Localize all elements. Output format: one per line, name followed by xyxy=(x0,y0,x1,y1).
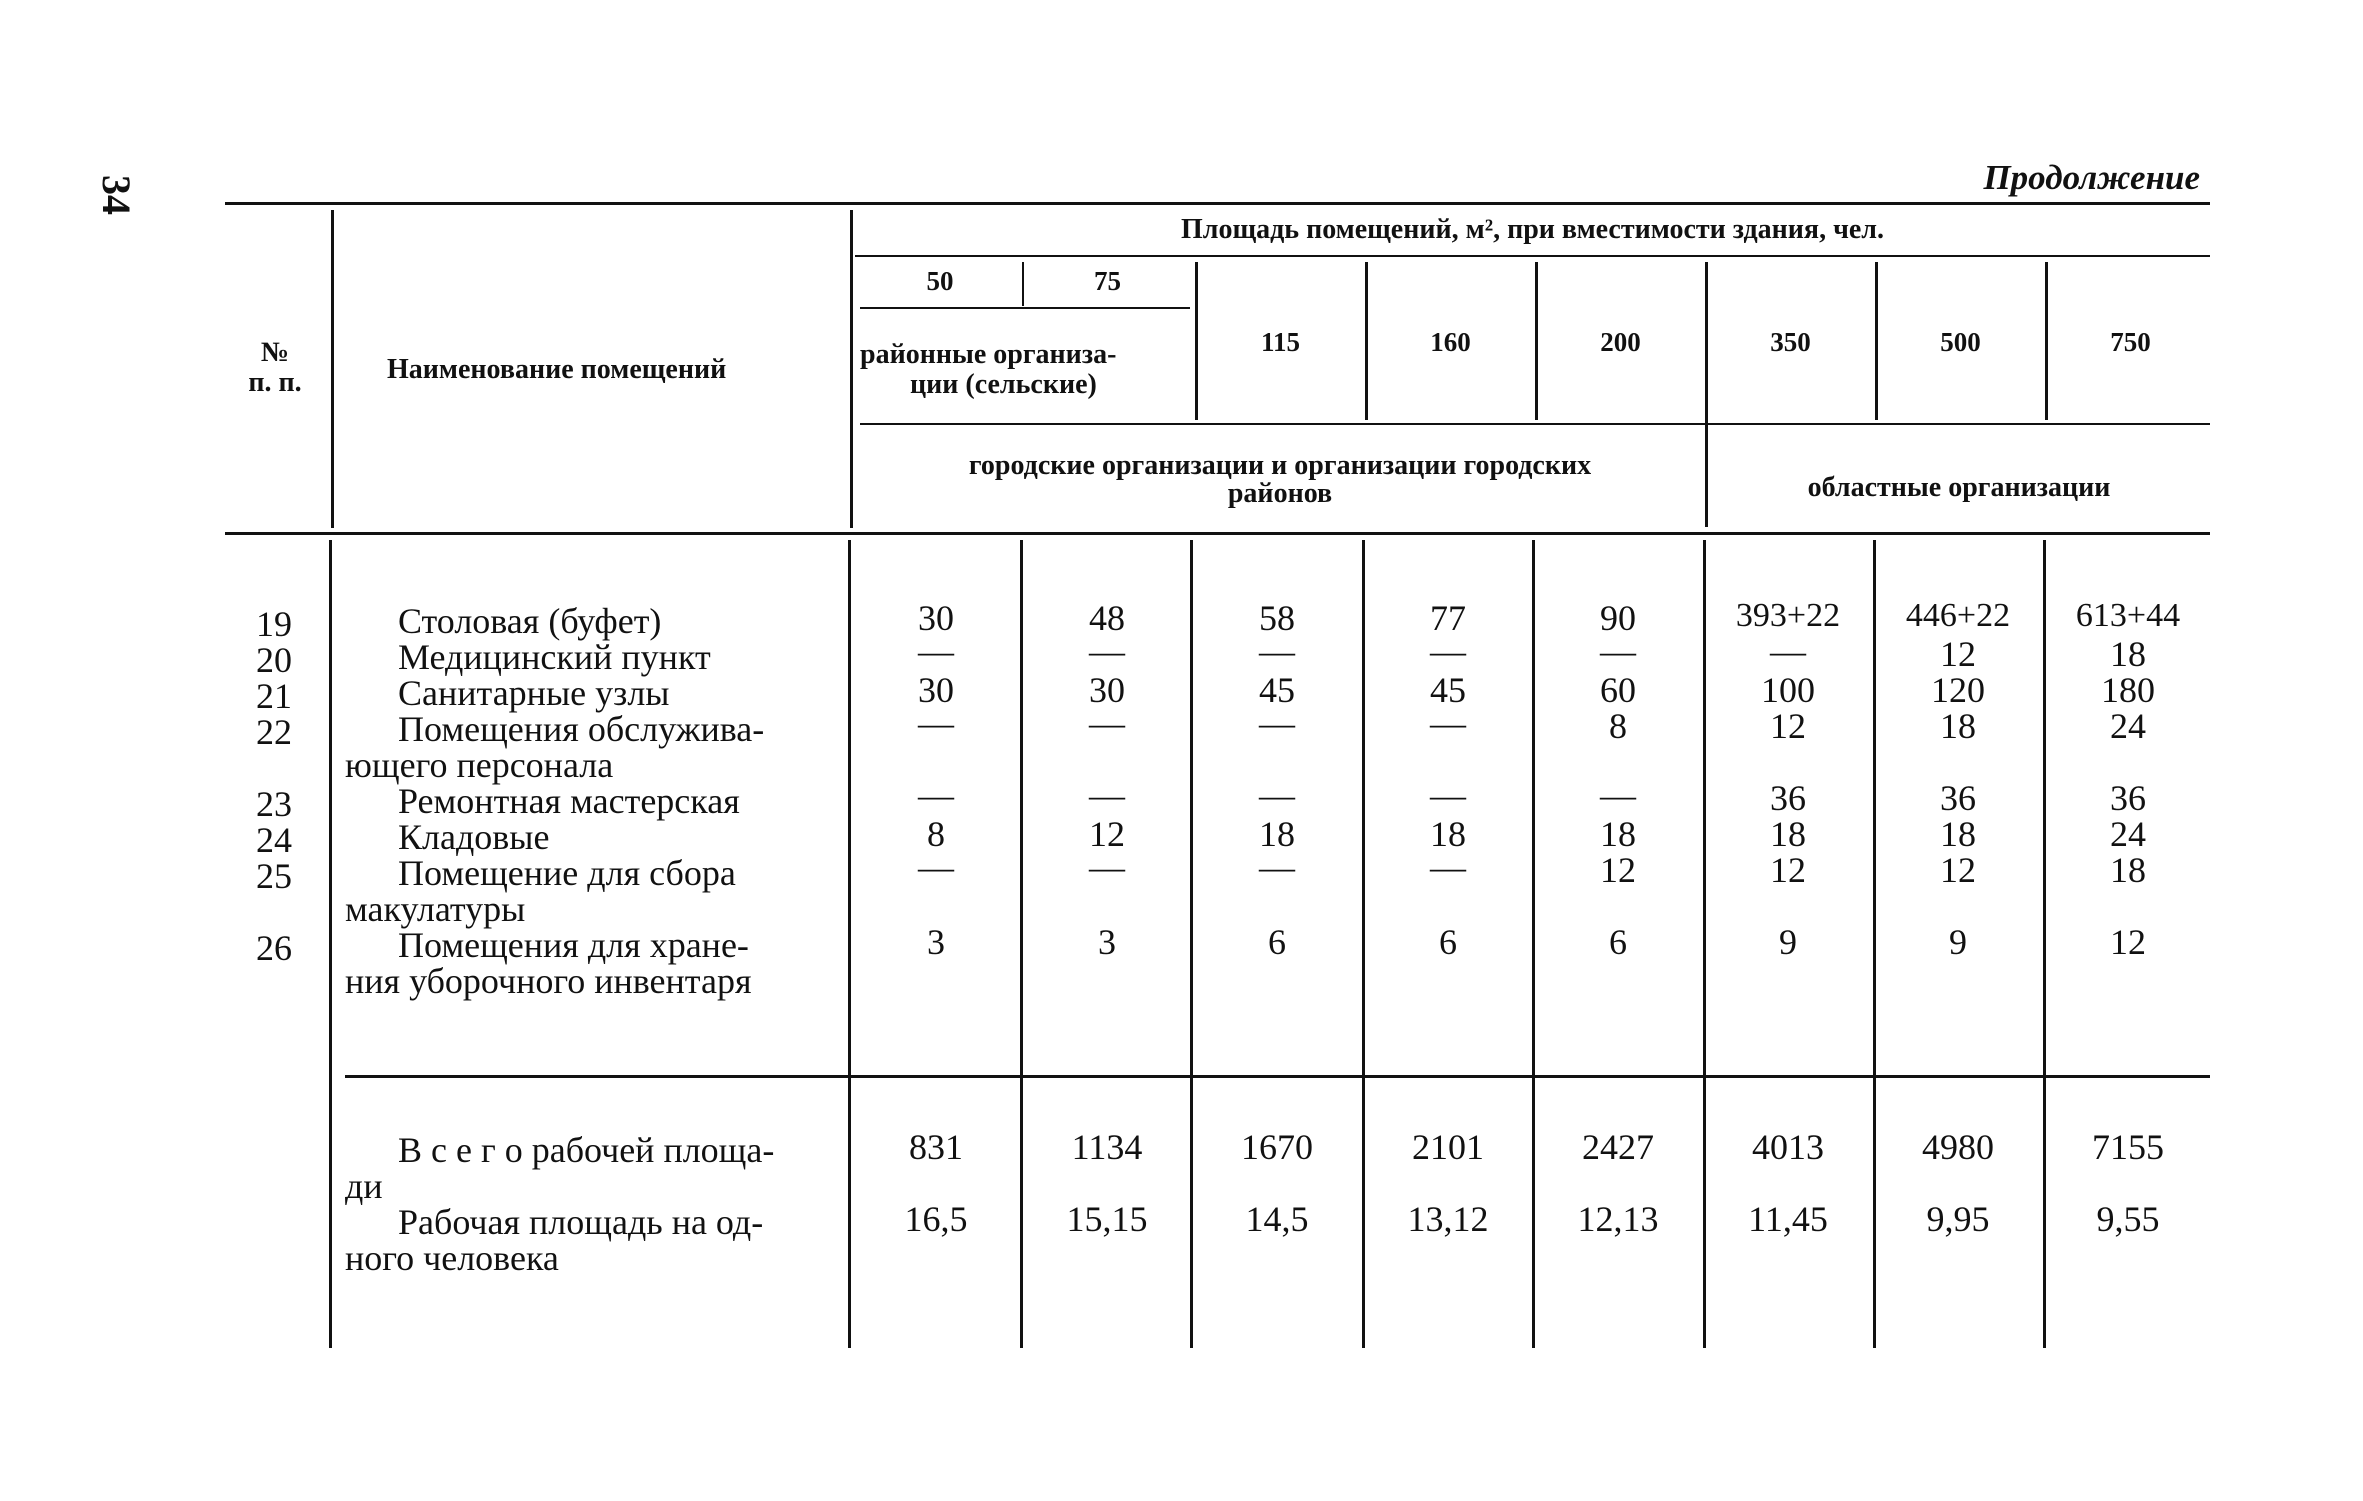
header-capacity-160: 160 xyxy=(1430,327,1471,357)
table-cell: 13,12 xyxy=(1407,1199,1489,1239)
table-cell: 3 xyxy=(927,922,945,962)
table-cell: 2101 xyxy=(1412,1127,1484,1167)
table-cell: 36 xyxy=(1940,778,1976,818)
row-name: Помещения для хране- ния уборочного инвентаря xyxy=(345,925,752,1001)
table-cell: 613+44 xyxy=(2075,597,2181,634)
table-cell: — xyxy=(1259,631,1295,671)
header-capacity-500: 500 xyxy=(1940,327,1981,357)
table-cell: 12 xyxy=(2110,922,2146,962)
table-cell: 77 xyxy=(1430,598,1466,638)
table-cell: 58 xyxy=(1259,598,1295,638)
table-cell: 8 xyxy=(1609,706,1627,746)
table-cell: 30 xyxy=(918,598,954,638)
table-cell: 36 xyxy=(1770,778,1806,818)
area-per-person-label: Рабочая площадь на од- ного человека xyxy=(345,1202,764,1278)
table-cell: — xyxy=(1089,847,1125,887)
header-rural: районные организа- ции (сельские) xyxy=(860,339,1117,400)
table-cell: 12 xyxy=(1089,814,1125,854)
table-cell: 30 xyxy=(1089,670,1125,710)
table-cell: — xyxy=(918,847,954,887)
table-cell: — xyxy=(1430,703,1466,743)
table-cell: 90 xyxy=(1600,598,1636,638)
header-capacity-200: 200 xyxy=(1600,327,1641,357)
table-cell: 12 xyxy=(1940,850,1976,890)
table-cell: — xyxy=(918,775,954,815)
table-cell: 18 xyxy=(1770,814,1806,854)
table-cell: — xyxy=(1259,775,1295,815)
table-cell: 831 xyxy=(909,1127,963,1167)
table-cell: 18 xyxy=(1600,814,1636,854)
header-capacity-750: 750 xyxy=(2110,327,2151,357)
header-capacity-115: 115 xyxy=(1260,327,1300,357)
header-urban: городские организации и организации городских районов xyxy=(968,450,1592,509)
header-col-num: № п. п. xyxy=(248,337,302,398)
table-cell: 18 xyxy=(1259,814,1295,854)
row-number: 21 xyxy=(256,676,292,716)
row-name: Помещение для сбора макулатуры xyxy=(345,853,736,929)
table-cell: 60 xyxy=(1600,670,1636,710)
table-cell: 18 xyxy=(1430,814,1466,854)
page-number: 34 xyxy=(94,175,139,215)
row-number: 23 xyxy=(256,784,292,824)
table-cell: 18 xyxy=(2110,850,2146,890)
row-name: Ремонтная мастерская xyxy=(398,781,740,821)
table-cell: 14,5 xyxy=(1245,1199,1309,1239)
row-number: 19 xyxy=(256,604,292,644)
table-cell: 45 xyxy=(1430,670,1466,710)
table-cell: — xyxy=(1430,775,1466,815)
table-cell: — xyxy=(1259,847,1295,887)
continuation-label: Продолжение xyxy=(1983,158,2200,197)
table-cell: 6 xyxy=(1439,922,1457,962)
table-cell: 12 xyxy=(1600,850,1636,890)
table-cell: 45 xyxy=(1259,670,1295,710)
table-cell: 18 xyxy=(1940,706,1976,746)
table-cell: 18 xyxy=(2110,634,2146,674)
table-cell: 3 xyxy=(1098,922,1116,962)
row-name: Медицинский пункт xyxy=(398,637,711,677)
table-cell: 9,55 xyxy=(2096,1199,2160,1239)
table-cell: 11,45 xyxy=(1748,1199,1828,1239)
header-area-title: Площадь помещений, м², при вместимости здания, чел. xyxy=(1180,214,1885,245)
table-cell: 9 xyxy=(1779,922,1797,962)
row-number: 25 xyxy=(256,856,292,896)
header-col-name: Наименование помещений xyxy=(387,354,727,385)
table-cell: 4013 xyxy=(1752,1127,1824,1167)
row-name: Санитарные узлы xyxy=(398,673,670,713)
row-name: Столовая (буфет) xyxy=(398,601,662,641)
row-number: 22 xyxy=(256,712,292,752)
table-cell: 12 xyxy=(1770,706,1806,746)
table-cell: 30 xyxy=(918,670,954,710)
table-cell: 446+22 xyxy=(1905,597,2011,634)
table-cell: — xyxy=(1600,631,1636,671)
row-name: Помещения обслужива- ющего персонала xyxy=(345,709,765,785)
table-cell: — xyxy=(1259,703,1295,743)
table-cell: 12,13 xyxy=(1577,1199,1659,1239)
table-cell: 393+22 xyxy=(1735,597,1841,634)
table-cell: 24 xyxy=(2110,706,2146,746)
table-cell: 16,5 xyxy=(904,1199,968,1239)
table-cell: — xyxy=(1600,775,1636,815)
table-cell: 18 xyxy=(1940,814,1976,854)
table-cell: — xyxy=(1089,631,1125,671)
table-cell: 8 xyxy=(927,814,945,854)
table-cell: — xyxy=(1430,847,1466,887)
table-cell: 48 xyxy=(1089,598,1125,638)
table-cell: 6 xyxy=(1268,922,1286,962)
header-regional: областные организации xyxy=(1807,472,2111,503)
table-cell: 2427 xyxy=(1582,1127,1654,1167)
table-cell: 100 xyxy=(1761,670,1815,710)
table-cell: — xyxy=(1089,775,1125,815)
header-capacity-75: 75 xyxy=(1094,266,1121,296)
table-cell: 9,95 xyxy=(1926,1199,1990,1239)
table-cell: 1134 xyxy=(1071,1127,1143,1167)
row-name: Кладовые xyxy=(398,817,550,857)
row-number: 26 xyxy=(256,928,292,968)
table-cell: 12 xyxy=(1770,850,1806,890)
table-cell: 180 xyxy=(2101,670,2155,710)
total-area-label: В с е г о рабочей площа- ди xyxy=(345,1130,775,1206)
table-cell: 1670 xyxy=(1241,1127,1313,1167)
table-cell: 4980 xyxy=(1922,1127,1994,1167)
table-cell: — xyxy=(1770,631,1806,671)
table-cell: 24 xyxy=(2110,814,2146,854)
table-cell: — xyxy=(1430,631,1466,671)
header-capacity-350: 350 xyxy=(1770,327,1811,357)
table-cell: — xyxy=(918,631,954,671)
header-capacity-50: 50 xyxy=(926,266,954,296)
table-cell: 12 xyxy=(1940,634,1976,674)
table-cell: — xyxy=(918,703,954,743)
table-cell: 36 xyxy=(2110,778,2146,818)
row-number: 24 xyxy=(256,820,292,860)
table-cell: 15,15 xyxy=(1066,1199,1148,1239)
table-cell: 9 xyxy=(1949,922,1967,962)
row-number: 20 xyxy=(256,640,292,680)
table-cell: 120 xyxy=(1931,670,1985,710)
table-cell: — xyxy=(1089,703,1125,743)
table-cell: 7155 xyxy=(2092,1127,2164,1167)
table-cell: 6 xyxy=(1609,922,1627,962)
